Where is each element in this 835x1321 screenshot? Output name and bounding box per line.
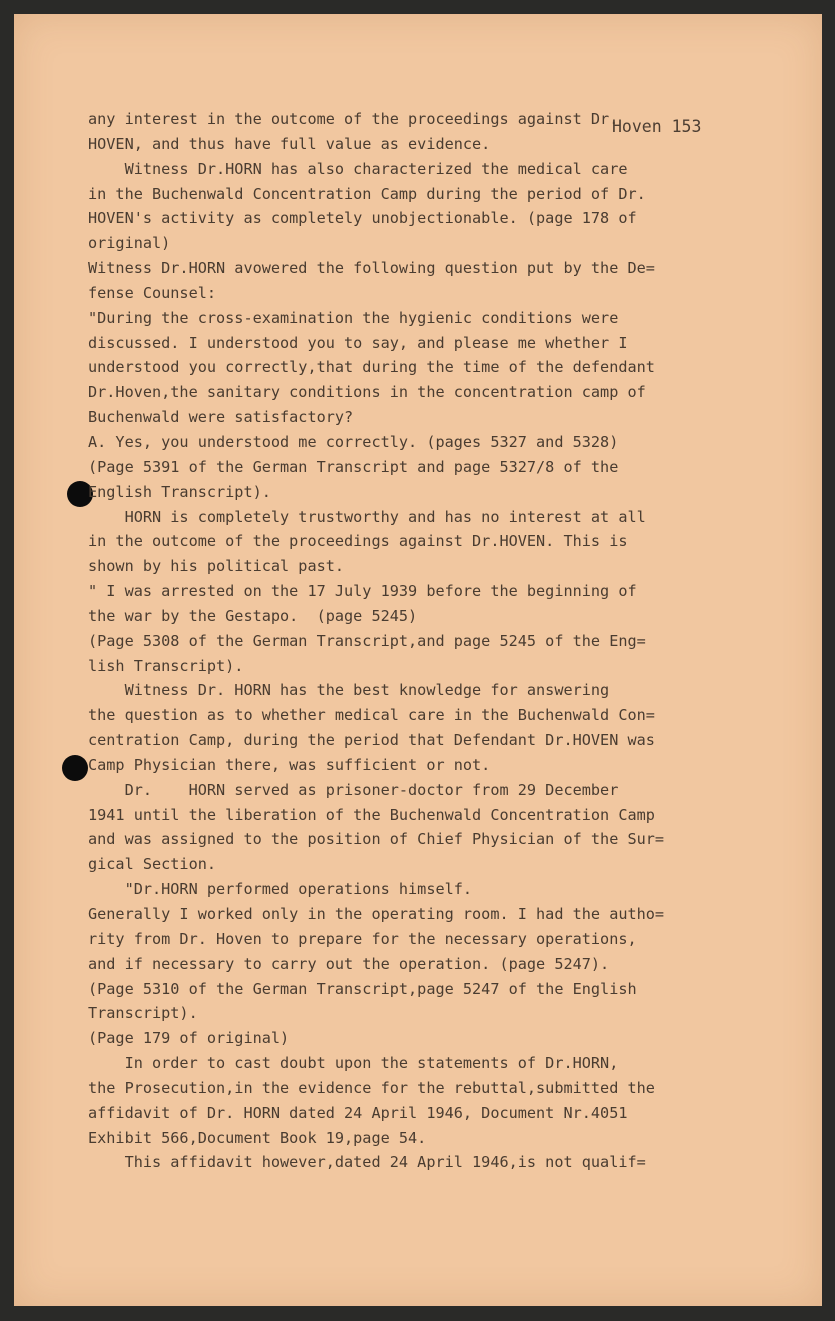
text-line: fense Counsel:: [88, 283, 217, 302]
text-line: (Page 5310 of the German Transcript,page 5247 of the English: [88, 979, 637, 998]
text-line: shown by his political past.: [88, 557, 345, 576]
text-line: in the Buchenwald Concentration Camp during the period of Dr.: [88, 184, 646, 203]
text-line: the war by the Gestapo. (page 5245): [88, 606, 418, 625]
punch-hole: [62, 755, 88, 781]
text-line: affidavit of Dr. HORN dated 24 April 1946, Document Nr.4051: [88, 1103, 628, 1122]
text-line: In order to cast doubt upon the statements of Dr.HORN,: [88, 1054, 619, 1073]
text-line: HORN is completely trustworthy and has no interest at all: [88, 507, 646, 526]
text-line: Witness Dr. HORN has the best knowledge for answering: [88, 681, 610, 700]
text-line: Exhibit 566,Document Book 19,page 54.: [88, 1128, 427, 1147]
text-line: A. Yes, you understood me correctly. (pages 5327 and 5328): [88, 432, 619, 451]
text-line: discussed. I understood you to say, and please me whether I: [88, 333, 628, 352]
text-line: HOVEN's activity as completely unobjectionable. (page 178 of: [88, 209, 637, 228]
text-line: English Transcript).: [88, 482, 271, 501]
text-line: and was assigned to the position of Chief Physician of the Sur=: [88, 830, 665, 849]
text-line: rity from Dr. Hoven to prepare for the necessary operations,: [88, 929, 637, 948]
text-line: " I was arrested on the 17 July 1939 before the beginning of: [88, 582, 637, 601]
text-line: and if necessary to carry out the operation. (page 5247).: [88, 954, 610, 973]
page-number: Hoven 153: [612, 117, 702, 136]
text-line: Transcript).: [88, 1004, 198, 1023]
text-line: the Prosecution,in the evidence for the rebuttal,submitted the: [88, 1078, 655, 1097]
text-line: understood you correctly,that during the time of the defendant: [88, 358, 655, 377]
text-line: "During the cross-examination the hygienic conditions were: [88, 308, 619, 327]
text-line: lish Transcript).: [88, 656, 244, 675]
text-line: (Page 5308 of the German Transcript,and page 5245 of the Eng=: [88, 631, 646, 650]
body-text: [88, 107, 738, 1175]
text-line: the question as to whether medical care in the Buchenwald Con=: [88, 706, 655, 725]
text-line: 1941 until the liberation of the Buchenwald Concentration Camp: [88, 805, 655, 824]
text-line: Buchenwald were satisfactory?: [88, 408, 354, 427]
text-line: Dr. HORN served as prisoner-doctor from 29 December: [88, 780, 619, 799]
text-line: HOVEN, and thus have full value as evidence.: [88, 134, 491, 153]
text-line: "Dr.HORN performed operations himself.: [88, 880, 473, 899]
text-line: (Page 179 of original): [88, 1029, 290, 1048]
text-line: gical Section.: [88, 855, 217, 874]
text-line: centration Camp, during the period that Defendant Dr.HOVEN was: [88, 731, 655, 750]
text-line: any interest in the outcome of the proceedings against Dr.: [88, 110, 619, 128]
text-line: in the outcome of the proceedings against Dr.HOVEN. This is: [88, 532, 628, 551]
text-line: (Page 5391 of the German Transcript and page 5327/8 of the: [88, 457, 619, 476]
text-line: Witness Dr.HORN avowered the following question put by the De=: [88, 259, 655, 278]
text-line: original): [88, 234, 171, 253]
text-line: Dr.Hoven,the sanitary conditions in the concentration camp of: [88, 383, 646, 402]
text-line: Generally I worked only in the operating room. I had the autho=: [88, 905, 665, 923]
text-line: Witness Dr.HORN has also characterized the medical care: [88, 159, 628, 178]
text-line: Camp Physician there, was sufficient or not.: [88, 755, 491, 774]
text-line: This affidavit however,dated 24 April 1946,is not qualif=: [88, 1153, 646, 1172]
